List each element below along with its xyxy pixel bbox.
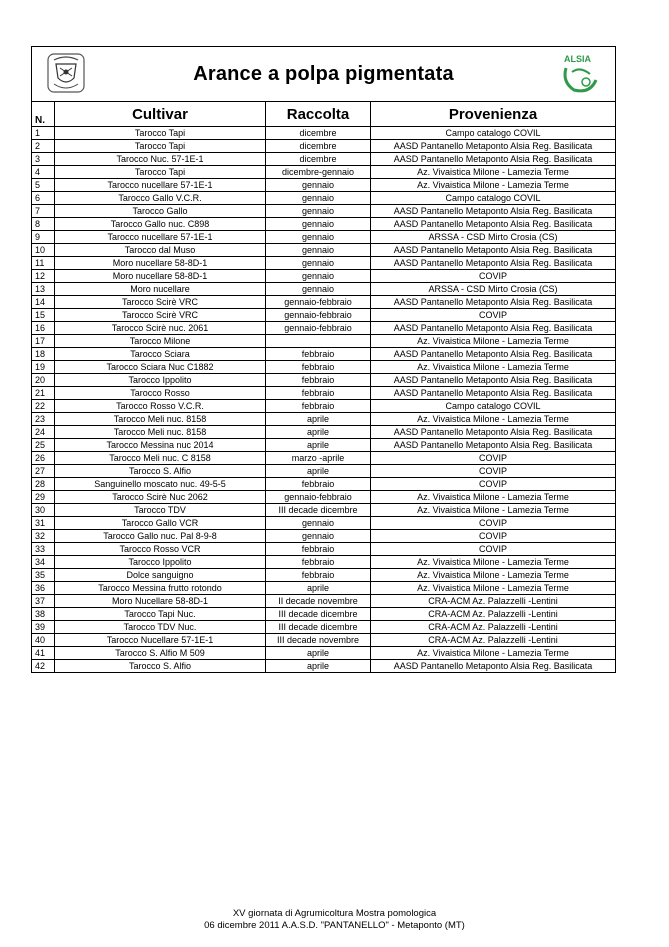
table-row [32, 127, 616, 140]
table-row [32, 491, 616, 504]
cell-raccolta: II decade novembre [266, 595, 371, 608]
table-row [32, 543, 616, 556]
cell-number: 13 [32, 283, 55, 296]
cell-number: 6 [32, 192, 55, 205]
cell-raccolta: gennaio [266, 517, 371, 530]
cell-raccolta: gennaio [266, 283, 371, 296]
cell-number: 29 [32, 491, 55, 504]
cell-provenienza: AASD Pantanello Metaponto Alsia Reg. Basilicata [371, 296, 616, 309]
cell-raccolta: III decade dicembre [266, 621, 371, 634]
cell-provenienza: COVIP [371, 309, 616, 322]
table-row [32, 322, 616, 335]
table-row [32, 374, 616, 387]
cell-raccolta: gennaio-febbraio [266, 296, 371, 309]
table-row [32, 556, 616, 569]
cell-cultivar: Tarocco Gallo nuc. Pal 8-9-8 [55, 530, 266, 543]
table-row [32, 634, 616, 647]
cell-provenienza: AASD Pantanello Metaponto Alsia Reg. Basilicata [371, 439, 616, 452]
cell-raccolta: gennaio [266, 530, 371, 543]
cell-cultivar: Tarocco Meli nuc. 8158 [55, 413, 266, 426]
cell-number: 10 [32, 244, 55, 257]
table-row [32, 231, 616, 244]
table-row [32, 153, 616, 166]
cell-provenienza: Az. Vivaistica Milone - Lamezia Terme [371, 361, 616, 374]
cell-raccolta: gennaio-febbraio [266, 309, 371, 322]
cell-provenienza: COVIP [371, 270, 616, 283]
cell-cultivar: Tarocco TDV [55, 504, 266, 517]
cell-cultivar: Tarocco Meli nuc. 8158 [55, 426, 266, 439]
cell-raccolta: aprile [266, 465, 371, 478]
cell-provenienza: AASD Pantanello Metaponto Alsia Reg. Basilicata [371, 205, 616, 218]
cell-number: 19 [32, 361, 55, 374]
cell-cultivar: Moro Nucellare 58-8D-1 [55, 595, 266, 608]
cell-cultivar: Tarocco Gallo V.C.R. [55, 192, 266, 205]
table-row [32, 309, 616, 322]
cell-provenienza: Campo catalogo COVIL [371, 400, 616, 413]
cell-raccolta: gennaio-febbraio [266, 491, 371, 504]
cell-provenienza: ARSSA - CSD Mirto Crosia (CS) [371, 231, 616, 244]
cell-provenienza: Az. Vivaistica Milone - Lamezia Terme [371, 569, 616, 582]
cell-number: 9 [32, 231, 55, 244]
cell-raccolta: febbraio [266, 361, 371, 374]
table-row [32, 465, 616, 478]
cell-cultivar: Tarocco Scirè Nuc 2062 [55, 491, 266, 504]
cell-number: 4 [32, 166, 55, 179]
table-row [32, 530, 616, 543]
cell-raccolta [266, 335, 371, 348]
cell-provenienza: AASD Pantanello Metaponto Alsia Reg. Basilicata [371, 374, 616, 387]
cell-raccolta: febbraio [266, 556, 371, 569]
cell-provenienza: COVIP [371, 452, 616, 465]
cell-cultivar: Tarocco Sciara [55, 348, 266, 361]
page-title: Arance a polpa pigmentata [193, 62, 454, 85]
cell-cultivar: Tarocco dal Muso [55, 244, 266, 257]
cultivar-table [31, 46, 616, 673]
cell-raccolta: dicembre-gennaio [266, 166, 371, 179]
cell-cultivar: Moro nucellare [55, 283, 266, 296]
cell-raccolta: III decade dicembre [266, 504, 371, 517]
table-row [32, 257, 616, 270]
cell-provenienza: CRA-ACM Az. Palazzelli -Lentini [371, 621, 616, 634]
cell-number: 26 [32, 452, 55, 465]
cell-number: 41 [32, 647, 55, 660]
cell-raccolta: dicembre [266, 140, 371, 153]
cell-number: 36 [32, 582, 55, 595]
cell-provenienza: Az. Vivaistica Milone - Lamezia Terme [371, 582, 616, 595]
cell-provenienza: AASD Pantanello Metaponto Alsia Reg. Basilicata [371, 348, 616, 361]
cell-number: 17 [32, 335, 55, 348]
cell-provenienza: Az. Vivaistica Milone - Lamezia Terme [371, 179, 616, 192]
cell-provenienza: AASD Pantanello Metaponto Alsia Reg. Basilicata [371, 660, 616, 673]
table-row [32, 348, 616, 361]
cell-number: 23 [32, 413, 55, 426]
table-row [32, 504, 616, 517]
cell-number: 16 [32, 322, 55, 335]
cell-raccolta: aprile [266, 439, 371, 452]
cell-cultivar: Tarocco S. Alfio M 509 [55, 647, 266, 660]
cell-raccolta: III decade dicembre [266, 608, 371, 621]
cell-cultivar: Tarocco S. Alfio [55, 465, 266, 478]
table-row [32, 179, 616, 192]
cell-number: 37 [32, 595, 55, 608]
cell-cultivar: Tarocco Ippolito [55, 374, 266, 387]
table-row [32, 400, 616, 413]
cell-cultivar: Tarocco Rosso [55, 387, 266, 400]
cell-provenienza: AASD Pantanello Metaponto Alsia Reg. Basilicata [371, 244, 616, 257]
cell-cultivar: Moro nucellare 58-8D-1 [55, 257, 266, 270]
cell-number: 34 [32, 556, 55, 569]
cell-number: 7 [32, 205, 55, 218]
table-body [32, 127, 616, 673]
column-header-provenienza: Provenienza [371, 102, 616, 127]
cell-number: 25 [32, 439, 55, 452]
cell-raccolta: febbraio [266, 478, 371, 491]
table-row [32, 296, 616, 309]
cell-provenienza: AASD Pantanello Metaponto Alsia Reg. Basilicata [371, 140, 616, 153]
cell-number: 39 [32, 621, 55, 634]
cell-provenienza: Az. Vivaistica Milone - Lamezia Terme [371, 166, 616, 179]
cell-raccolta: dicembre [266, 153, 371, 166]
table-row [32, 595, 616, 608]
cell-number: 28 [32, 478, 55, 491]
cell-raccolta: aprile [266, 647, 371, 660]
table-row [32, 582, 616, 595]
cell-raccolta: febbraio [266, 569, 371, 582]
table-row [32, 439, 616, 452]
cell-provenienza: Az. Vivaistica Milone - Lamezia Terme [371, 335, 616, 348]
cell-cultivar: Tarocco Gallo VCR [55, 517, 266, 530]
table-row [32, 283, 616, 296]
table-row [32, 244, 616, 257]
cell-provenienza: COVIP [371, 478, 616, 491]
cell-provenienza: Campo catalogo COVIL [371, 192, 616, 205]
cell-provenienza: ARSSA - CSD Mirto Crosia (CS) [371, 283, 616, 296]
cell-number: 35 [32, 569, 55, 582]
alsia-logo [560, 52, 602, 96]
title-row [32, 47, 616, 102]
cell-cultivar: Tarocco Nucellare 57-1E-1 [55, 634, 266, 647]
table-row [32, 140, 616, 153]
table-row [32, 569, 616, 582]
cell-cultivar: Tarocco Gallo nuc. C898 [55, 218, 266, 231]
cell-raccolta: aprile [266, 426, 371, 439]
cell-cultivar: Tarocco Messina frutto rotondo [55, 582, 266, 595]
cell-cultivar: Tarocco Tapi [55, 127, 266, 140]
cell-provenienza: Az. Vivaistica Milone - Lamezia Terme [371, 491, 616, 504]
cell-cultivar: Tarocco Tapi [55, 140, 266, 153]
alsia-logo-text: ALSIA [564, 54, 591, 64]
cell-raccolta: gennaio [266, 205, 371, 218]
cell-provenienza: Az. Vivaistica Milone - Lamezia Terme [371, 413, 616, 426]
cell-provenienza: CRA-ACM Az. Palazzelli -Lentini [371, 608, 616, 621]
cell-number: 24 [32, 426, 55, 439]
cell-provenienza: Campo catalogo COVIL [371, 127, 616, 140]
cell-number: 32 [32, 530, 55, 543]
cell-raccolta: febbraio [266, 400, 371, 413]
cell-provenienza: AASD Pantanello Metaponto Alsia Reg. Basilicata [371, 322, 616, 335]
table-row [32, 452, 616, 465]
cell-raccolta: marzo -aprile [266, 452, 371, 465]
cell-raccolta: gennaio [266, 192, 371, 205]
table-row [32, 478, 616, 491]
footer-line-1: XV giornata di Agrumicoltura Mostra pomologica [232, 908, 437, 919]
cell-raccolta: aprile [266, 660, 371, 673]
cell-cultivar: Tarocco nucellare 57-1E-1 [55, 231, 266, 244]
cell-cultivar: Tarocco Scirè nuc. 2061 [55, 322, 266, 335]
cell-cultivar: Tarocco Nuc. 57-1E-1 [55, 153, 266, 166]
table-row [32, 361, 616, 374]
cell-raccolta: gennaio-febbraio [266, 322, 371, 335]
table-row [32, 621, 616, 634]
cell-provenienza: COVIP [371, 465, 616, 478]
cell-cultivar: Tarocco nucellare 57-1E-1 [55, 179, 266, 192]
cell-provenienza: AASD Pantanello Metaponto Alsia Reg. Basilicata [371, 257, 616, 270]
cell-raccolta: dicembre [266, 127, 371, 140]
table-row [32, 660, 616, 673]
cell-raccolta: febbraio [266, 348, 371, 361]
table-row [32, 192, 616, 205]
cell-number: 14 [32, 296, 55, 309]
cell-number: 11 [32, 257, 55, 270]
cell-number: 42 [32, 660, 55, 673]
cell-cultivar: Sanguinello moscato nuc. 49-5-5 [55, 478, 266, 491]
footer-line-2: 06 dicembre 2011 A.A.S.D. "PANTANELLO" - Metaponto (MT) [204, 920, 465, 931]
cell-cultivar: Tarocco Milone [55, 335, 266, 348]
cell-provenienza: Az. Vivaistica Milone - Lamezia Terme [371, 556, 616, 569]
cell-raccolta: febbraio [266, 543, 371, 556]
cell-cultivar: Tarocco S. Alfio [55, 660, 266, 673]
cell-raccolta: aprile [266, 413, 371, 426]
cell-number: 30 [32, 504, 55, 517]
cell-number: 2 [32, 140, 55, 153]
cell-cultivar: Tarocco Messina nuc 2014 [55, 439, 266, 452]
cell-cultivar: Moro nucellare 58-8D-1 [55, 270, 266, 283]
header-row [32, 102, 616, 127]
cell-cultivar: Tarocco Meli nuc. C 8158 [55, 452, 266, 465]
document-frame [31, 46, 615, 673]
cell-raccolta: gennaio [266, 179, 371, 192]
cell-raccolta: febbraio [266, 374, 371, 387]
cell-number: 21 [32, 387, 55, 400]
cell-raccolta: gennaio [266, 270, 371, 283]
cell-number: 22 [32, 400, 55, 413]
cell-number: 38 [32, 608, 55, 621]
cell-raccolta: febbraio [266, 387, 371, 400]
footer [0, 908, 669, 932]
table-row [32, 413, 616, 426]
cell-raccolta: III decade novembre [266, 634, 371, 647]
cell-number: 1 [32, 127, 55, 140]
cell-number: 27 [32, 465, 55, 478]
cell-provenienza: Az. Vivaistica Milone - Lamezia Terme [371, 647, 616, 660]
cell-provenienza: AASD Pantanello Metaponto Alsia Reg. Basilicata [371, 218, 616, 231]
cell-number: 12 [32, 270, 55, 283]
cell-provenienza: AASD Pantanello Metaponto Alsia Reg. Basilicata [371, 153, 616, 166]
table-row [32, 608, 616, 621]
table-row [32, 517, 616, 530]
cell-number: 33 [32, 543, 55, 556]
institution-crest-logo [44, 52, 88, 94]
cell-number: 5 [32, 179, 55, 192]
cell-cultivar: Tarocco Tapi Nuc. [55, 608, 266, 621]
cell-raccolta: gennaio [266, 218, 371, 231]
cell-provenienza: Az. Vivaistica Milone - Lamezia Terme [371, 504, 616, 517]
cell-cultivar: Dolce sanguigno [55, 569, 266, 582]
cell-number: 31 [32, 517, 55, 530]
table-row [32, 426, 616, 439]
table-row [32, 205, 616, 218]
cell-raccolta: aprile [266, 582, 371, 595]
cell-cultivar: Tarocco Rosso VCR [55, 543, 266, 556]
cell-cultivar: Tarocco Scirè VRC [55, 309, 266, 322]
cell-raccolta: gennaio [266, 231, 371, 244]
cell-provenienza: COVIP [371, 543, 616, 556]
cell-cultivar: Tarocco Gallo [55, 205, 266, 218]
cell-cultivar: Tarocco Ippolito [55, 556, 266, 569]
column-header-raccolta: Raccolta [266, 102, 371, 127]
column-header-n: N. [32, 102, 55, 127]
cell-cultivar: Tarocco Sciara Nuc C1882 [55, 361, 266, 374]
cell-number: 15 [32, 309, 55, 322]
cell-provenienza: CRA-ACM Az. Palazzelli -Lentini [371, 595, 616, 608]
table-row [32, 335, 616, 348]
cell-cultivar: Tarocco Tapi [55, 166, 266, 179]
table-row [32, 166, 616, 179]
cell-number: 20 [32, 374, 55, 387]
cell-provenienza: AASD Pantanello Metaponto Alsia Reg. Basilicata [371, 426, 616, 439]
cell-provenienza: AASD Pantanello Metaponto Alsia Reg. Basilicata [371, 387, 616, 400]
cell-number: 40 [32, 634, 55, 647]
cell-cultivar: Tarocco Scirè VRC [55, 296, 266, 309]
cell-cultivar: Tarocco TDV Nuc. [55, 621, 266, 634]
table-row [32, 387, 616, 400]
table-row [32, 218, 616, 231]
cell-raccolta: gennaio [266, 257, 371, 270]
column-header-cultivar: Cultivar [55, 102, 266, 127]
cell-raccolta: gennaio [266, 244, 371, 257]
table-row [32, 270, 616, 283]
cell-number: 18 [32, 348, 55, 361]
table-row [32, 647, 616, 660]
cell-number: 8 [32, 218, 55, 231]
cell-number: 3 [32, 153, 55, 166]
cell-provenienza: CRA-ACM Az. Palazzelli -Lentini [371, 634, 616, 647]
cell-cultivar: Tarocco Rosso V.C.R. [55, 400, 266, 413]
cell-provenienza: COVIP [371, 517, 616, 530]
cell-provenienza: COVIP [371, 530, 616, 543]
